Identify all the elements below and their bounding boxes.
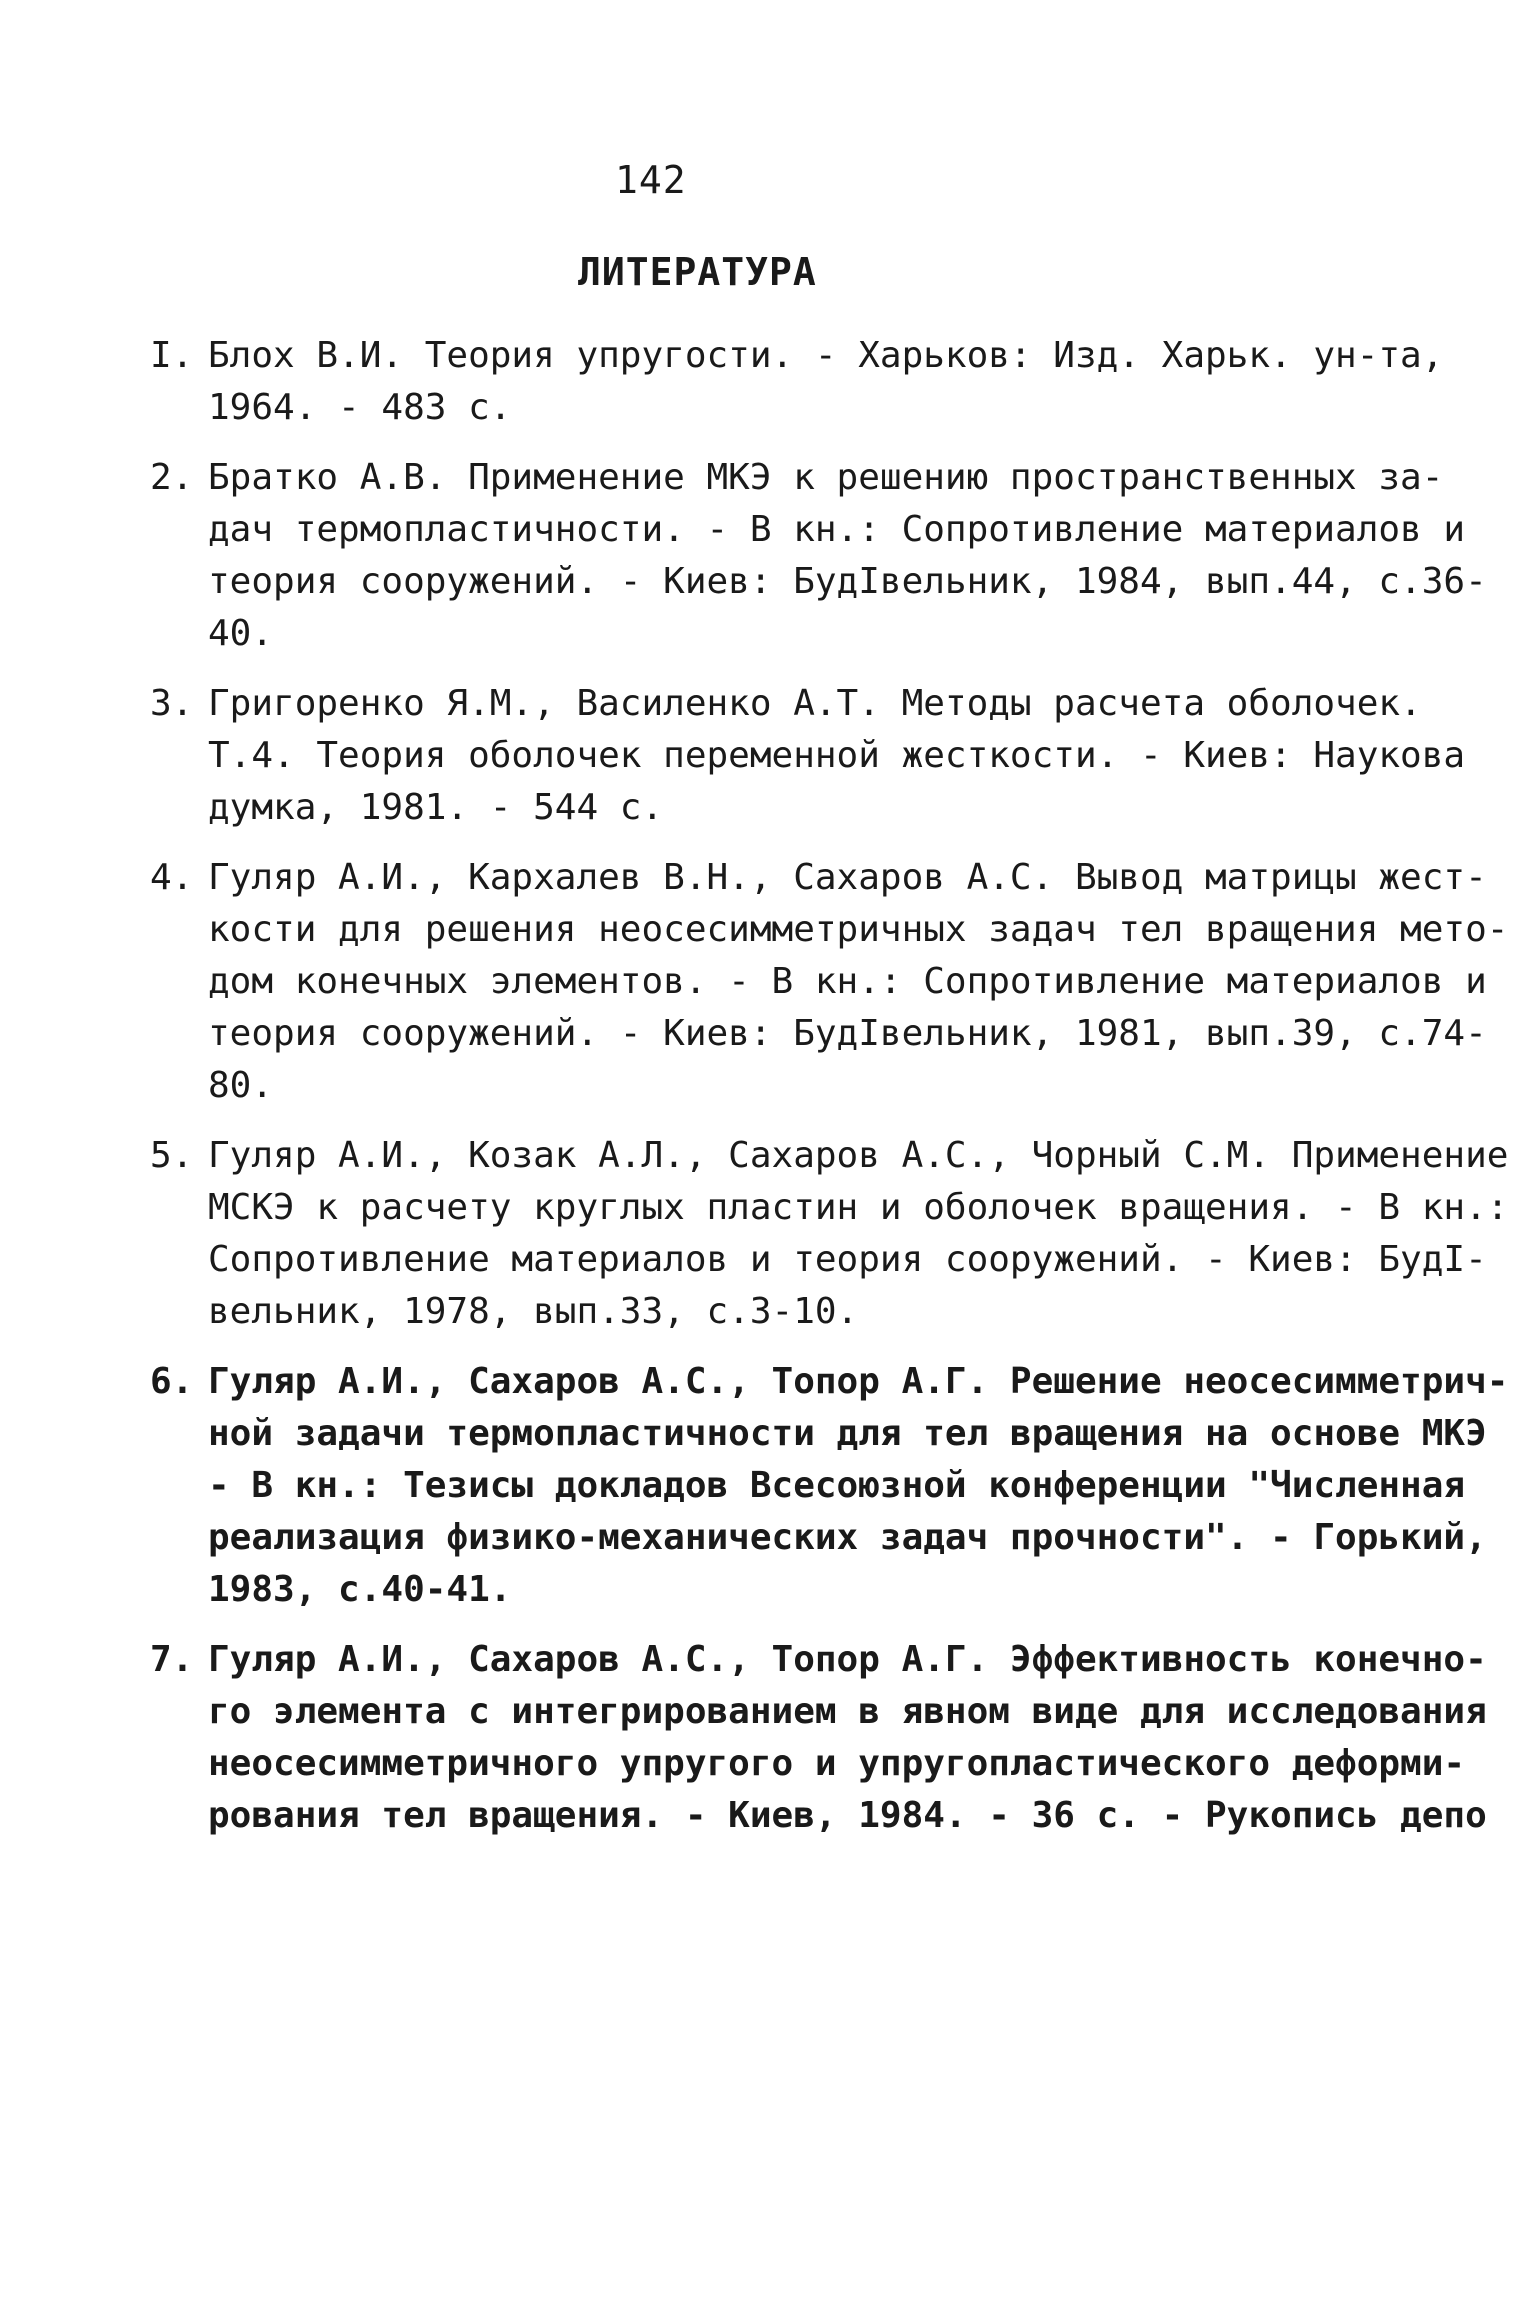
reference-number: 6. (150, 1361, 194, 1402)
reference-text-line: 1964. - 483 с. (208, 387, 512, 428)
reference-item (150, 678, 1466, 834)
reference-text-line: го элемента с интегрированием в явном виде для исследования (208, 1691, 1487, 1732)
reference-text-line: теория сооружений. - Киев: БудІвельник, 1981, вып.39, с.74- (208, 1013, 1487, 1054)
reference-text-line: Гуляр А.И., Сахаров А.С., Топор А.Г. Эффективность конечно- (208, 1639, 1487, 1680)
reference-text-line: Сопротивление материалов и теория сооружений. - Киев: БудІ- (208, 1239, 1487, 1280)
reference-number: 3. (150, 683, 194, 724)
reference-text-line: Т.4. Теория оболочек переменной жесткости. - Киев: Наукова (208, 735, 1466, 776)
page-title: ЛИТЕРАТУРА (578, 250, 817, 294)
reference-list (150, 330, 1509, 1860)
reference-text-line: неосесимметричного упругого и упругопластического деформи- (208, 1743, 1466, 1784)
reference-text-line: думка, 1981. - 544 с. (208, 787, 664, 828)
reference-text-line: Братко А.В. Применение МКЭ к решению пространственных за- (208, 457, 1444, 498)
reference-text-line: МСКЭ к расчету круглых пластин и оболочек вращения. - В кн.: (208, 1187, 1509, 1228)
reference-text-line: ной задачи термопластичности для тел вращения на основе МКЭ (208, 1413, 1487, 1454)
reference-item (150, 452, 1487, 660)
reference-text-line: дом конечных элементов. - В кн.: Сопротивление материалов и (208, 961, 1487, 1002)
reference-text-line: Григоренко Я.М., Василенко А.Т. Методы расчета оболочек. (208, 683, 1422, 724)
reference-item (150, 852, 1509, 1112)
reference-text-line: 1983, с.40-41. (208, 1569, 512, 1610)
reference-text-line: рования тел вращения. - Киев, 1984. - 36 с. - Рукопись депо (208, 1795, 1487, 1836)
reference-item (150, 1130, 1509, 1338)
reference-text-line: 40. (208, 613, 274, 654)
reference-text-line: дач термопластичности. - В кн.: Сопротивление материалов и (208, 509, 1466, 550)
reference-text-line: - В кн.: Тезисы докладов Всесоюзной конференции "Численная (208, 1465, 1466, 1506)
page-number: 142 (615, 158, 687, 202)
reference-number: 2. (150, 457, 194, 498)
reference-number: 4. (150, 857, 194, 898)
reference-item (150, 330, 1444, 434)
reference-text-line: Блох В.И. Теория упругости. - Харьков: Изд. Харьк. ун-та, (208, 335, 1444, 376)
reference-text-line: кости для решения неосесимметричных задач тел вращения мето- (208, 909, 1509, 950)
reference-item (150, 1634, 1487, 1842)
reference-item (150, 1356, 1509, 1616)
reference-text-line: теория сооружений. - Киев: БудІвельник, 1984, вып.44, с.36- (208, 561, 1487, 602)
reference-number: I. (150, 335, 194, 376)
reference-text-line: Гуляр А.И., Кархалев В.Н., Сахаров А.С. Вывод матрицы жест- (208, 857, 1487, 898)
reference-text-line: реализация физико-механических задач прочности". - Горький, (208, 1517, 1487, 1558)
reference-text-line: Гуляр А.И., Сахаров А.С., Топор А.Г. Решение неосесимметрич- (208, 1361, 1509, 1402)
reference-text-line: вельник, 1978, вып.33, с.3-10. (208, 1291, 859, 1332)
reference-number: 7. (150, 1639, 194, 1680)
reference-text-line: Гуляр А.И., Козак А.Л., Сахаров А.С., Чорный С.М. Применение (208, 1135, 1509, 1176)
reference-text-line: 80. (208, 1065, 274, 1106)
reference-number: 5. (150, 1135, 194, 1176)
